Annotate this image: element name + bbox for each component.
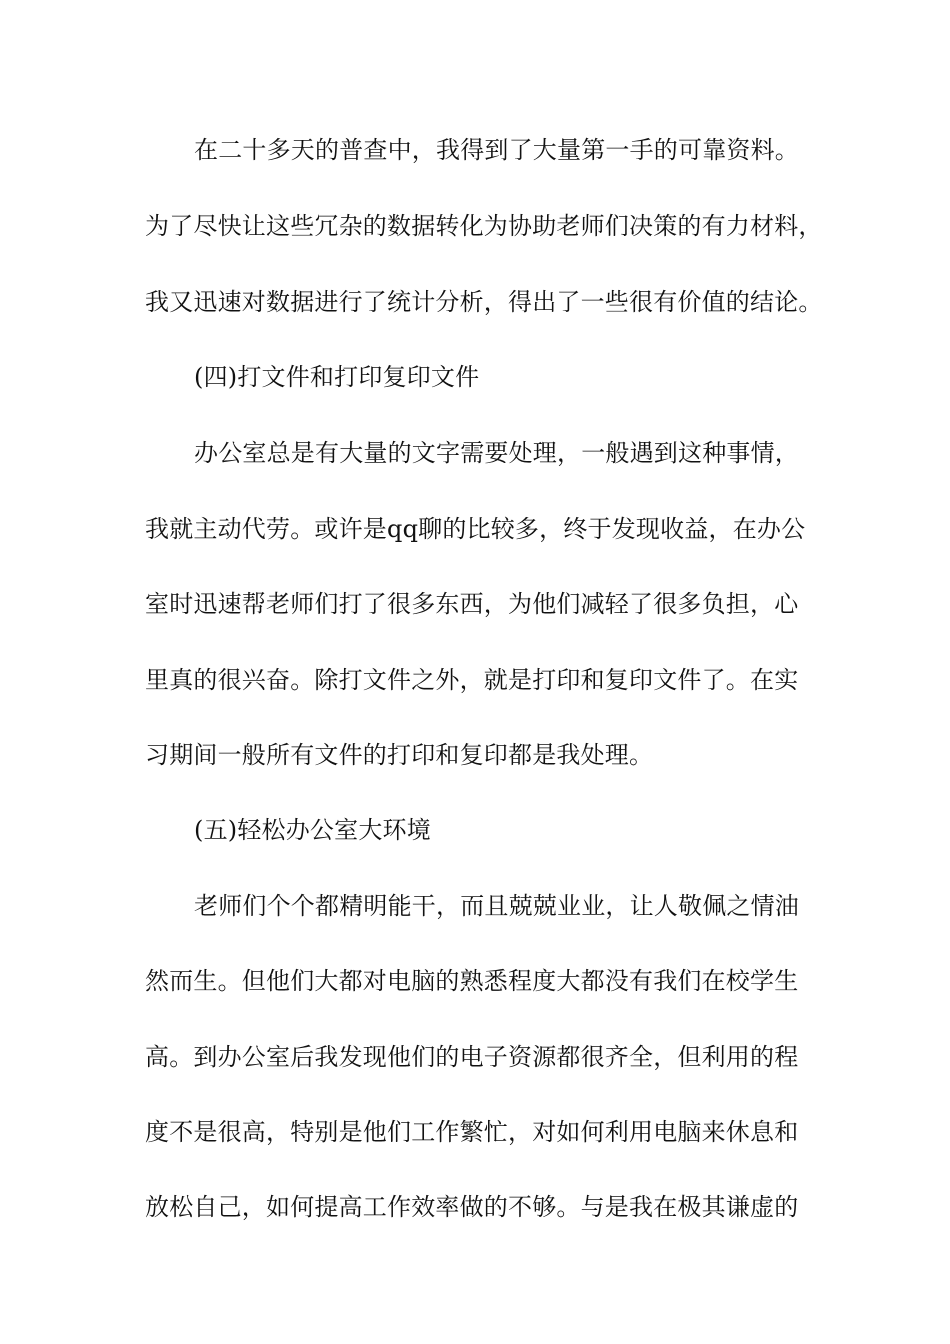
section-heading: (五)轻松办公室大环境 xyxy=(194,816,431,844)
paragraph-line: 我就主动代劳。或许是qq聊的比较多，终于发现收益，在办公 xyxy=(145,515,806,543)
paragraph-line: 高。到办公室后我发现他们的电子资源都很齐全，但利用的程 xyxy=(145,1043,799,1071)
paragraph-line: 在二十多天的普查中，我得到了大量第一手的可靠资料。 xyxy=(194,136,799,164)
paragraph-line: 办公室总是有大量的文字需要处理，一般遇到这种事情， xyxy=(194,439,799,467)
paragraph-line: 然而生。但他们大都对电脑的熟悉程度大都没有我们在校学生 xyxy=(145,967,799,995)
paragraph-line: 里真的很兴奋。除打文件之外，就是打印和复印文件了。在实 xyxy=(145,666,799,694)
section-heading: (四)打文件和打印复印文件 xyxy=(194,363,480,391)
paragraph-line: 放松自己，如何提高工作效率做的不够。与是我在极其谦虚的 xyxy=(145,1193,799,1221)
paragraph-line: 度不是很高，特别是他们工作繁忙，对如何利用电脑来休息和 xyxy=(145,1118,799,1146)
paragraph-line: 习期间一般所有文件的打印和复印都是我处理。 xyxy=(145,741,654,769)
paragraph-line: 我又迅速对数据进行了统计分析，得出了一些很有价值的结论。 xyxy=(145,288,823,316)
paragraph-line: 为了尽快让这些冗杂的数据转化为协助老师们决策的有力材料， xyxy=(145,212,823,240)
paragraph-line: 老师们个个都精明能干，而且兢兢业业，让人敬佩之情油 xyxy=(194,892,799,920)
paragraph-line: 室时迅速帮老师们打了很多东西，为他们减轻了很多负担，心 xyxy=(145,590,799,618)
